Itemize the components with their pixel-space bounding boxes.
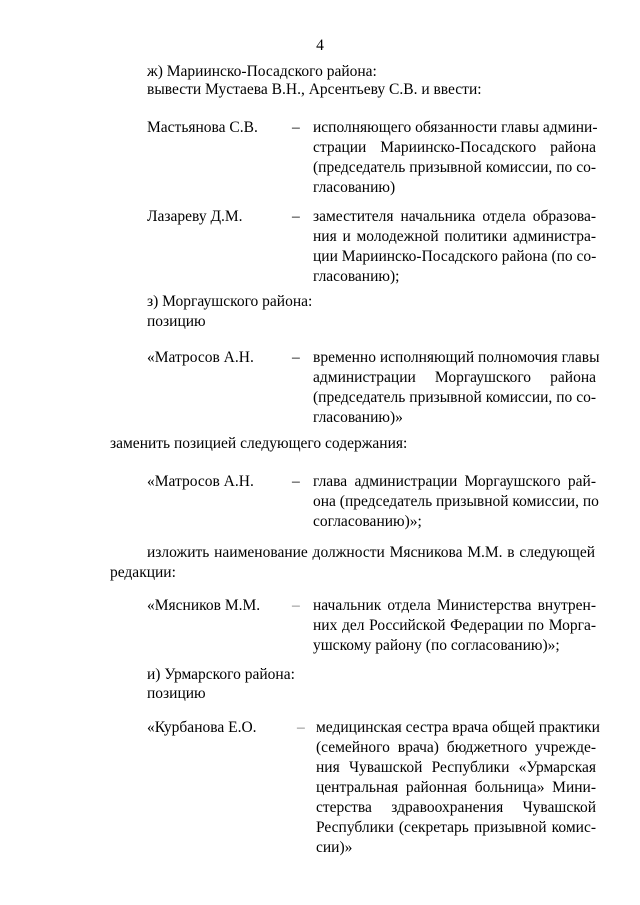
entry-dash: – bbox=[292, 597, 300, 614]
desc-line: ушскому району (по согласованию)»; bbox=[313, 637, 560, 654]
entry-dash: – bbox=[297, 719, 305, 736]
entry-description bbox=[313, 207, 596, 287]
desc-line: медицинская сестра врача общей практики bbox=[316, 719, 600, 736]
entry-name: Мастьянова С.В. bbox=[147, 119, 258, 136]
desc-line: она (председатель призывной комиссии, по bbox=[313, 493, 599, 510]
entry-name: «Матросов А.Н. bbox=[147, 473, 254, 490]
desc-line: исполняющего обязанности главы админи- bbox=[313, 119, 598, 136]
section-instruction-z: позицию bbox=[147, 313, 206, 330]
entry-description bbox=[316, 718, 600, 858]
desc-line: центральная районная больница» Мини- bbox=[316, 779, 596, 796]
desc-line: сии)» bbox=[316, 839, 353, 856]
desc-line: гласованию) bbox=[313, 179, 396, 196]
desc-line: гласованию)» bbox=[313, 409, 403, 426]
desc-line: администрации Моргаушского района bbox=[313, 369, 596, 386]
rename-instruction-line1: изложить наименование должности Мясникова М.М. в следующей bbox=[147, 544, 595, 561]
rename-instruction-line2: редакции: bbox=[110, 564, 176, 581]
desc-line: временно исполняющий полномочия главы bbox=[313, 349, 600, 366]
entry-name: «Мясников М.М. bbox=[147, 597, 261, 614]
entry-name: «Матросов А.Н. bbox=[147, 349, 254, 366]
entry-description bbox=[313, 596, 596, 656]
desc-line: ции Мариинско-Посадского района (по со- bbox=[313, 248, 597, 265]
section-heading-z: з) Моргаушского района: bbox=[147, 293, 313, 310]
entry-name: Лазареву Д.М. bbox=[147, 208, 243, 225]
desc-line: (семейного врача) бюджетного учрежде- bbox=[316, 739, 596, 756]
section-instruction-zh: вывести Мустаева В.Н., Арсентьеву С.В. и ввести: bbox=[147, 81, 482, 98]
section-heading-i: и) Урмарского района: bbox=[147, 666, 295, 683]
entry-dash: – bbox=[292, 119, 300, 136]
entry-description bbox=[313, 118, 596, 198]
entry-description bbox=[313, 348, 600, 428]
replace-instruction: заменить позицией следующего содержания: bbox=[110, 435, 408, 452]
page-number: 4 bbox=[316, 37, 324, 54]
entry-description bbox=[313, 472, 599, 532]
desc-line: начальник отдела Министерства внутрен- bbox=[313, 597, 596, 614]
desc-line: (председатель призывной комиссии, по со- bbox=[313, 389, 596, 406]
entry-dash: – bbox=[292, 349, 300, 366]
desc-line: страции Мариинско-Посадского района bbox=[313, 139, 596, 156]
desc-line: Республики (секретарь призывной комис- bbox=[316, 819, 596, 836]
entry-dash: – bbox=[292, 208, 300, 225]
desc-line: согласованию)»; bbox=[313, 513, 422, 530]
desc-line: (председатель призывной комиссии, по со- bbox=[313, 159, 596, 176]
desc-line: них дел Российской Федерации по Морга- bbox=[313, 617, 596, 634]
entry-name: «Курбанова Е.О. bbox=[147, 719, 257, 736]
desc-line: ния и молодежной политики администра- bbox=[313, 228, 596, 245]
desc-line: глава администрации Моргаушского рай- bbox=[313, 473, 596, 490]
desc-line: заместителя начальника отдела образова- bbox=[313, 208, 596, 225]
desc-line: стерства здравоохранения Чувашской bbox=[316, 799, 596, 816]
desc-line: ния Чувашской Республики «Урмарская bbox=[316, 759, 596, 776]
entry-dash: – bbox=[292, 473, 300, 490]
section-heading-zh: ж) Мариинско-Посадского района: bbox=[147, 63, 377, 80]
section-instruction-i: позицию bbox=[147, 685, 206, 702]
desc-line: гласованию); bbox=[313, 268, 400, 285]
